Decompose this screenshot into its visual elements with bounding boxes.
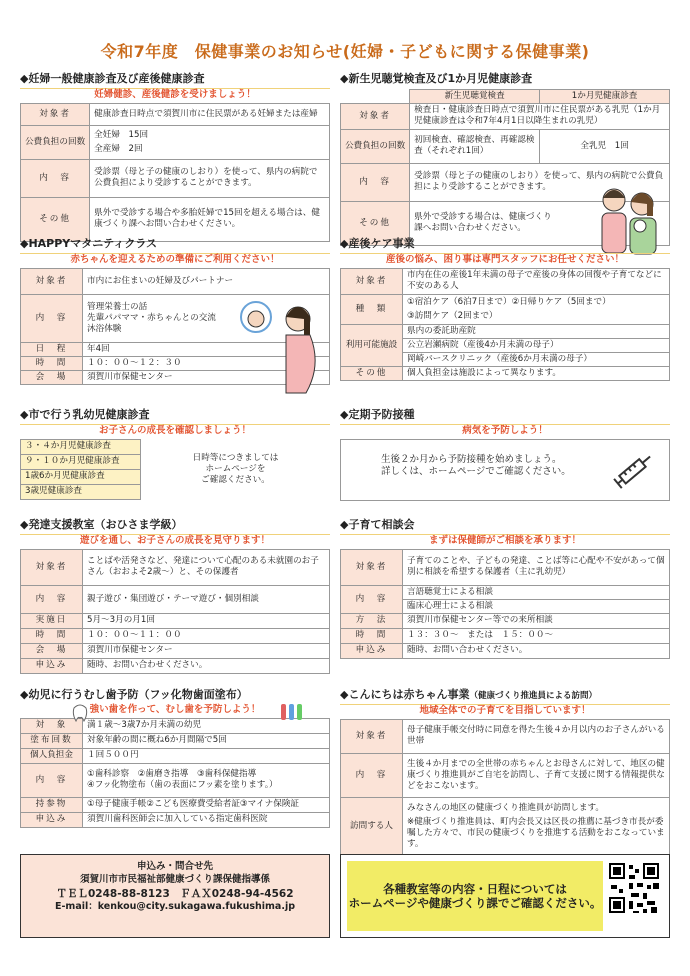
qr-code-icon[interactable] [607,861,661,931]
section-heading: ◆幼児に行うむし歯予防（フッ化物歯面塗布） [20,688,248,701]
row-value: 岡崎バースクリニック（産後6か月未満の母子） [403,352,670,366]
row-value: 検査日・健康診査日時点で須賀川市に住民票がある乳児（1か月児健康診査は令和7年4月1日以降生まれの乳児） [410,103,670,129]
row-value: 臨床心理士による相談 [403,599,670,613]
vaccination-text: 生後２か月から予防接種を始めましょう。 [381,453,562,465]
row-value: 受診票（母と子の健康のしおり）を使って、県内の病院で公費負担により受診することができます。 [410,163,670,201]
row-value: １回５００円 [83,748,330,763]
maternal-checkup-section [20,72,330,242]
maternity-class-section [20,237,330,385]
vaccination-section [340,408,670,501]
checkup-name: 1歳6か月児健康診査 [21,469,141,484]
row-value: 親子遊び・集団遊び・テーマ遊び・個別相談 [83,585,330,613]
info-table [20,549,330,674]
row-label: 内 容 [21,159,90,197]
section-heading: ◆新生児聴覚検査及び1か月児健康診査 [340,72,533,85]
postnatal-care-section [340,237,670,381]
row-label: 訪問する人 [341,797,403,855]
section-subtitle: 遊びを通し、お子さんの成長を見守ります！ [20,534,330,547]
row-value: ことばや活発さなど、発達について心配のある未就園のお子さん（おおよそ2歳～）と、その保護者 [83,549,330,585]
row-value: 受診票（母と子の健康のしおり）を使って、県内の病院で公費負担により受診することができます。 [90,159,330,197]
row-value: 須賀川市保健センター [83,643,330,658]
notice-box [340,854,670,938]
row-value: 随時、お問い合わせください。 [83,658,330,673]
row-label: 内 容 [341,753,403,797]
section-heading: ◆発達支援教室（おひさま学級） [20,518,183,531]
section-subtitle: 病気を予防しよう！ [340,424,670,437]
section-subtitle: 妊婦健診、産後健診を受けましょう！ [20,88,330,101]
section-heading: ◆妊婦一般健康診査及び産後健康診査 [20,72,205,85]
section-subtitle: 産後の悩み、困り事は専門スタッフにお任せください！ [340,253,670,266]
row-label: 対 象 [21,718,83,733]
row-value: みなさんの地区の健康づくり推進員が訪問します。 [407,802,604,813]
row-value: １３：３０～ または １５：００～ [403,628,670,643]
row-value: 全妊婦 15回 [94,129,149,140]
info-table [340,549,670,659]
row-value: 子育てのことや、子どもの発達、ことば等に心配や不安があって個別に相談を希望する保護者（主に乳幼児） [403,549,670,585]
row-value: 年4回 [83,342,330,356]
row-value: 市内にお住まいの妊婦及びパートナー [83,268,330,294]
row-value: ③訪問ケア（2回まで） [407,310,498,321]
row-value: 県外で受診する場合や多胎妊婦で15回を超える場合は、健康づくり課へお問い合わせください。 [90,197,330,241]
row-label: 公費負担の回数 [341,129,410,163]
row-value: ④フッ化物塗布（歯の表面にフッ素を塗ります。） [87,780,278,791]
row-label: 利用可能施設 [341,324,403,366]
row-label: 対象者 [341,719,403,753]
row-value: 健康診査日時点で須賀川市に住民票がある妊婦または産婦 [90,103,330,125]
row-label: 時 間 [21,356,83,370]
section-heading: ◆HAPPYマタニティクラス [20,237,158,250]
row-label: 個人負担金 [21,748,83,763]
contact-department: 須賀川市市民福祉部健康づくり課保健指導係 [79,873,270,885]
section-heading: ◆市で行う乳幼児健康診査 [20,408,150,421]
section-heading: ◆定期予防接種 [340,408,415,421]
info-text: ご確認ください。 [201,474,270,485]
notice-text: 各種教室等の内容・日程については [383,881,567,896]
row-label: 内 容 [21,585,83,613]
section-subtitle: お子さんの成長を確認しましょう！ [20,424,330,437]
row-label: 申込み [21,658,83,673]
column-header: 1か月児健康診査 [540,89,670,103]
newborn-checkup-section [340,72,670,246]
row-value: 随時、お問い合わせください。 [403,643,670,658]
row-label: 種 類 [341,294,403,324]
section-heading: ◆こんにちは赤ちゃん事業（健康づくり推進員による訪問） [340,688,597,701]
parenting-consultation-section [340,518,670,659]
row-value: ①母子健康手帳②こども医療費受給者証③マイナ保険証 [83,797,330,812]
row-label: 内 容 [341,585,403,613]
row-label: 会 場 [21,370,83,384]
row-label: 日 程 [21,342,83,356]
notice-text: ホームページや健康づくり課でご確認ください。 [348,896,602,910]
info-table [340,268,670,381]
section-subtitle: まずは保健師がご相談を承ります！ [340,534,670,547]
row-label: 申込み [341,643,403,658]
row-value: ①宿泊ケア（6泊7日まで）②日帰りケア（5回まで） [407,296,611,307]
row-value: 須賀川市保健センター等での来所相談 [403,613,670,628]
row-label: 方 法 [341,613,403,628]
section-heading: ◆産後ケア事業 [340,237,415,250]
dental-section [20,688,330,828]
row-value: 母子健康手帳交付時に同意を得た生後４か月以内のお子さんがいる世帯 [403,719,670,753]
row-value: 須賀川歯科医師会に加入している指定歯科医院 [83,812,330,827]
row-value: ※健康づくり推進員は、町内会長又は区長の推薦に基づき市長が委嘱した方々で、市民の健康づくりを推進する活動をおこなっています。 [407,816,665,849]
row-label: 対象者 [341,549,403,585]
section-subtitle: 強い歯を作って、むし歯を予防しよう！ [89,703,261,715]
section-heading: ◆子育て相談会 [340,518,415,531]
pregnant-woman-illustration [230,295,326,395]
contact-heading: 申込み・問合せ先 [136,861,213,872]
baby-visit-section [340,688,670,856]
info-table [20,718,330,828]
row-value: １０：００～１１：００ [83,628,330,643]
row-label: 内 容 [21,763,83,797]
row-value: 先輩パパママ・赤ちゃんとの交流 [87,312,216,323]
vaccination-text: 詳しくは、ホームページでご確認ください。 [381,465,571,477]
row-value: １０：００～１２：３０ [83,356,330,370]
toothbrush-icon [278,702,308,722]
row-label: 対象者 [341,103,410,129]
row-value: 須賀川市保健センター [83,370,330,384]
row-value: 言語聴覚士による相談 [403,585,670,599]
column-header: 新生児聴覚検査 [410,89,540,103]
syringe-icon [611,450,657,490]
row-value: 全乳児 1回 [540,129,670,163]
section-subtitle: 地域全体での子育てを目指しています！ [340,704,670,717]
row-value: 管理栄養士の話 [87,301,148,312]
contact-email[interactable]: E-mail：kenkou@city.sukagawa.fukushima.jp [54,900,295,912]
row-label: 持参物 [21,797,83,812]
checkup-name: 3歳児健康診査 [21,484,141,499]
row-label: 申込み [21,812,83,827]
row-value: 全産婦 2回 [94,143,143,154]
tooth-icon [72,704,88,722]
section-subtitle: 赤ちゃんを迎えるための準備にご利用ください！ [20,253,330,266]
row-value: 公立岩瀬病院（産後4か月未満の母子） [403,338,670,352]
row-label: 対象者 [21,549,83,585]
row-label: 対象者 [341,268,403,294]
row-label: 実施日 [21,613,83,628]
row-label: その他 [341,366,403,380]
row-value: 個人負担金は施設によって異なります。 [403,366,670,380]
page-title: 令和7年度 保健事業のお知らせ(妊婦・子どもに関する保健事業) [100,42,590,61]
row-value: 対象年齢の間に概ね6か月間隔で5回 [83,733,330,748]
row-label: 対象者 [21,268,83,294]
info-table [20,439,330,500]
row-value: 初回検査、確認検査、再確認検査（それぞれ1回） [410,129,540,163]
development-class-section [20,518,330,674]
row-value: 県内の委託助産院 [403,324,670,338]
row-label: 時 間 [21,628,83,643]
row-value: 生後４か月までの全世帯の赤ちゃんとお母さんに対して、地区の健康づくり推進員がご自宅を訪問し、子育て支援に関する情報提供などをおこないます。 [403,753,670,797]
row-label: 対象者 [21,103,90,125]
info-table [20,103,330,242]
row-value: 市内在住の産後1年未満の母子で産後の身体の回復や子育てなどに不安のある人 [403,268,670,294]
row-value: 満１歳～3歳7か月未満の幼児 [83,718,330,733]
row-label: その他 [21,197,90,241]
row-label: 時 間 [341,628,403,643]
row-label: 内 容 [341,163,410,201]
infant-checkup-section [20,408,330,500]
info-table [340,719,670,856]
info-text: ホームページを [205,463,266,474]
row-label: その他 [341,201,410,245]
checkup-name: ３・４か月児健康診査 [21,439,141,454]
contact-phone: ＴＥＬ0248-88-8123 ＦＡＸ0248-94-4562 [56,887,294,900]
row-label: 内 容 [21,294,83,342]
info-text: 日時等につきましては [192,452,279,463]
row-label: 公費負担の回数 [21,125,90,159]
row-label: 塗布回数 [21,733,83,748]
row-value: 5月～3月の月1回 [83,613,330,628]
row-value: ①歯科診察 ②歯磨き指導 ③歯科保健指導 [87,769,257,780]
row-label: 会 場 [21,643,83,658]
row-value: 沐浴体験 [87,323,122,334]
contact-box [20,854,330,938]
checkup-name: ９・１０か月児健康診査 [21,454,141,469]
row-value: 県外で受診する場合は、健康づくり課へお問い合わせください。 [410,201,670,245]
